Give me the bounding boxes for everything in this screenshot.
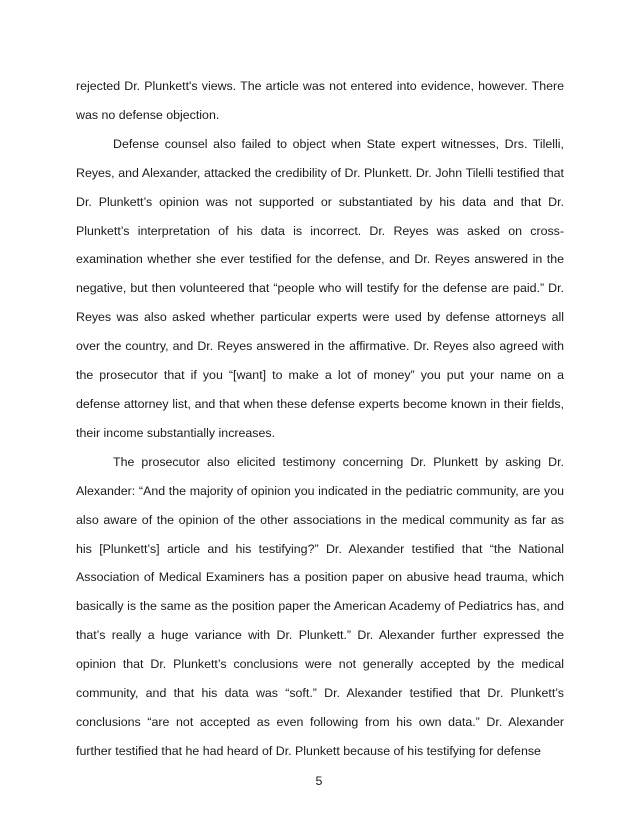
paragraph-continuation: rejected Dr. Plunkett's views. The article was not entered into evidence, however. There was no defense objection. xyxy=(76,79,564,122)
paragraph-prosecutor: The prosecutor also elicited testimony concerning Dr. Plunkett by asking Dr. Alexander: “And the majority of opinion you indicated in the pediatric community, are you also aware of the opinion of the other associations in the medical community as far as his [Plunkett’s] article and his testifying?” Dr. Alexander testified that “the National Association of Medical Examiners has a position paper on abusive head trauma, which basically is the same as the position paper the American Academy of Pediatrics has, and that’s really a huge variance with Dr. Plunkett.” Dr. Alexander further expressed the opinion that Dr. Plunkett’s conclusions were not generally accepted by the medical community, and that his data was “soft.” Dr. Alexander testified that Dr. Plunkett’s conclusions “are not accepted as even following from his own data.” Dr. Alexander further testified that he had heard of Dr. Plunkett because of his testifying for defense xyxy=(76,454,564,758)
page-number: 5 xyxy=(315,774,323,788)
paragraph-defense-counsel: Defense counsel also failed to object when State expert witnesses, Drs. Tilelli, Reyes, and Alexander, attacked the credibility of Dr. Plunkett. Dr. John Tilelli testified that Dr. Plunkett’s opinion was not supported or substantiated by his data and that Dr. Plunkett’s interpretation of his data is incorrect. Dr. Reyes was asked on cross-examination whether she ever testified for the defense, and Dr. Reyes answered in the negative, but then volunteered that “people who will testify for the defense are paid.” Dr. Reyes was also asked whether particular experts were used by defense attorneys all over the country, and Dr. Reyes answered in the affirmative. Dr. Reyes also agreed with the prosecutor that if you “[want] to make a lot of money” you put your name on a defense attorney list, and that when these defense experts become known in their fields, their income substantially increases. xyxy=(76,136,564,440)
document-body xyxy=(76,72,564,766)
